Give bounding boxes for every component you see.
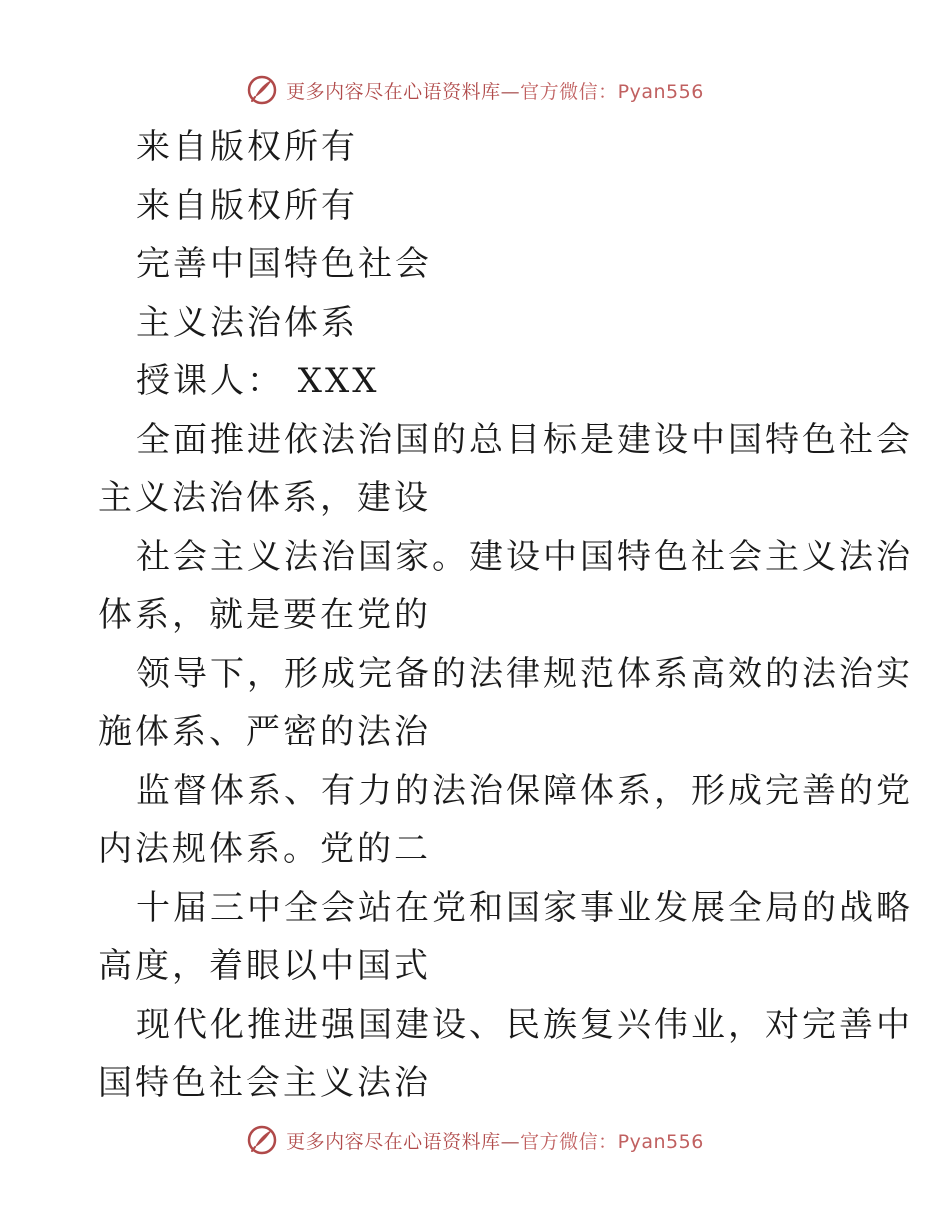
text-line: 来自版权所有 — [136, 127, 358, 167]
paragraph-line: 高度，着眼以中国式 — [98, 946, 431, 986]
watermark-separator: — — [500, 1130, 521, 1153]
header-watermark — [0, 70, 950, 110]
watermark-contact: 官方微信：Pyan556 — [520, 80, 704, 103]
feather-pen-logo-icon — [246, 74, 278, 106]
title-line: 完善中国特色社会 — [136, 244, 432, 284]
paragraph-line: 社会主义法治国家。建设中国特色社会主义法治 — [136, 536, 913, 577]
feather-pen-logo-icon — [246, 1124, 278, 1156]
paragraph-line: 领导下，形成完备的法律规范体系高效的法治实 — [136, 653, 913, 694]
watermark-contact: 官方微信：Pyan556 — [520, 1130, 704, 1153]
watermark-main: 更多内容尽在心语资料库 — [286, 80, 501, 103]
title-line: 主义法治体系 — [136, 302, 358, 343]
paragraph-line: 监督体系、有力的法治保障体系，形成完善的党 — [136, 770, 913, 811]
paragraph-line: 体系，就是要在党的 — [98, 595, 431, 635]
paragraph-line: 现代化推进强国建设、民族复兴伟业，对完善中 — [136, 1004, 913, 1045]
text-line: 来自版权所有 — [136, 185, 358, 226]
watermark-main: 更多内容尽在心语资料库 — [286, 1130, 501, 1153]
watermark-text — [286, 77, 704, 104]
paragraph-line: 内法规体系。党的二 — [98, 829, 431, 869]
paragraph-line: 主义法治体系，建设 — [98, 478, 431, 518]
watermark-separator: — — [500, 80, 521, 103]
watermark-text — [286, 1127, 704, 1154]
paragraph-line: 国特色社会主义法治 — [98, 1063, 431, 1103]
paragraph-line: 十届三中全会站在党和国家事业发展全局的战略 — [136, 887, 913, 928]
paragraph-line: 施体系、严密的法治 — [98, 712, 431, 752]
document-body — [98, 118, 913, 1113]
footer-watermark — [0, 1120, 950, 1160]
lecturer-line: 授课人： XXX — [136, 361, 380, 401]
paragraph-line: 全面推进依法治国的总目标是建设中国特色社会 — [136, 419, 913, 460]
